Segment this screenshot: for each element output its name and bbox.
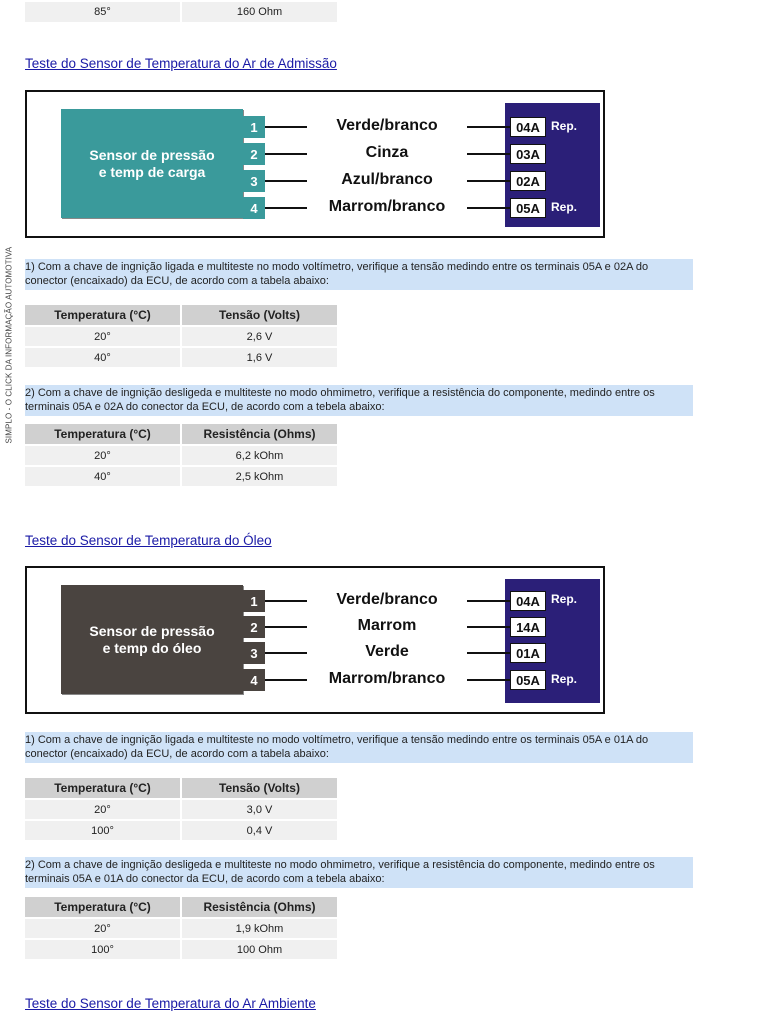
pin-number: 4: [243, 197, 265, 219]
sensor-label: Sensor de pressão: [89, 146, 215, 163]
table-cell: 6,2 kOhm: [182, 444, 337, 465]
table-cell: 40°: [25, 465, 180, 486]
table-cell: 100 Ohm: [182, 938, 337, 959]
section-title-link[interactable]: Teste do Sensor de Temperatura do Ar Ambiente: [25, 996, 316, 1011]
wire-color-label: Verde/branco: [307, 590, 467, 610]
table-header: Tensão (Volts): [182, 305, 337, 325]
table-header-row: [25, 305, 337, 325]
table-header: Tensão (Volts): [182, 778, 337, 798]
table-header: Resistência (Ohms): [182, 424, 337, 444]
table-cell: 85°: [25, 2, 180, 22]
terminal-label: 04A: [510, 591, 546, 611]
table-cell: 1,6 V: [182, 346, 337, 367]
wire-color-label: Azul/branco: [307, 170, 467, 190]
table-cell: 2,5 kOhm: [182, 465, 337, 486]
section-title-link[interactable]: Teste do Sensor de Temperatura do Ar de Admissão: [25, 56, 337, 71]
sensor-box: [61, 109, 243, 218]
instruction-text: 1) Com a chave de ingnição ligada e multiteste no modo voltímetro, verifique a tensão medindo entre os terminais 05A e 01A do conector (encaixado) da ECU, de acordo com a tabela abaixo:: [25, 732, 693, 763]
wire-color-label: Verde: [307, 642, 467, 662]
terminal-label: 04A: [510, 117, 546, 137]
table-cell: 20°: [25, 798, 180, 819]
table-row: [25, 444, 337, 465]
rep-label: Rep.: [551, 592, 578, 606]
table-header-row: [25, 424, 337, 444]
table-cell: 20°: [25, 444, 180, 465]
terminal-label: 02A: [510, 171, 546, 191]
table-row: [25, 798, 337, 819]
table-header-row: [25, 897, 337, 917]
data-table: [23, 305, 339, 367]
pin-number: 3: [243, 642, 265, 664]
table-row: [25, 917, 337, 938]
pin-number: 2: [243, 143, 265, 165]
pin-number: 1: [243, 590, 265, 612]
table-row: [25, 346, 337, 367]
table-header: Temperatura (°C): [25, 897, 180, 917]
table-header: Temperatura (°C): [25, 424, 180, 444]
terminal-label: 05A: [510, 198, 546, 218]
instruction-text: 1) Com a chave de ingnição ligada e multiteste no modo voltímetro, verifique a tensão medindo entre os terminais 05A e 02A do conector (encaixado) da ECU, de acordo com a tabela abaixo:: [25, 259, 693, 290]
table-cell: 1,9 kOhm: [182, 917, 337, 938]
wire-color-label: Marrom/branco: [307, 669, 467, 689]
table-cell: 20°: [25, 325, 180, 346]
data-table: [23, 778, 339, 840]
pin-number: 2: [243, 616, 265, 638]
rep-label: Rep.: [551, 200, 578, 214]
table-cell: 100°: [25, 819, 180, 840]
table-cell: 20°: [25, 917, 180, 938]
wiring-diagram: [25, 90, 605, 238]
sensor-label: e temp do óleo: [102, 639, 202, 656]
table-header: Temperatura (°C): [25, 305, 180, 325]
partial-table: [23, 2, 339, 22]
terminal-label: 14A: [510, 617, 546, 637]
sensor-box: [61, 585, 243, 694]
table-row: [25, 465, 337, 486]
section-title-link[interactable]: Teste do Sensor de Temperatura do Óleo: [25, 533, 272, 548]
rep-label: Rep.: [551, 119, 578, 133]
terminal-label: 01A: [510, 643, 546, 663]
wire-color-label: Verde/branco: [307, 116, 467, 136]
instruction-text: 2) Com a chave de ingnição desligeda e multiteste no modo ohmimetro, verifique a resistência do componente, medindo entre os terminais 05A e 01A do conector da ECU, de acordo com a tebela abaixo:: [25, 857, 693, 888]
table-header-row: [25, 778, 337, 798]
wire-color-label: Marrom/branco: [307, 197, 467, 217]
table-cell: 3,0 V: [182, 798, 337, 819]
terminal-label: 05A: [510, 670, 546, 690]
pin-number: 3: [243, 170, 265, 192]
table-header: Temperatura (°C): [25, 778, 180, 798]
wire-color-label: Cinza: [307, 143, 467, 163]
wire-color-label: Marrom: [307, 616, 467, 636]
table-cell: 160 Ohm: [182, 2, 337, 22]
table-cell: 100°: [25, 938, 180, 959]
instruction-text: 2) Com a chave de ingnição desligeda e multiteste no modo ohmimetro, verifique a resistência do componente, medindo entre os terminais 05A e 02A do conector da ECU, de acordo com a tebela abaixo:: [25, 385, 693, 416]
table-row: [25, 938, 337, 959]
pin-number: 1: [243, 116, 265, 138]
data-table: [23, 897, 339, 959]
table-cell: 40°: [25, 346, 180, 367]
data-table: [23, 424, 339, 486]
side-caption: SIMPLO - O CLICK DA INFORMAÇÃO AUTOMOTIVA: [4, 246, 14, 444]
terminal-label: 03A: [510, 144, 546, 164]
pin-number: 4: [243, 669, 265, 691]
sensor-label: e temp de carga: [98, 163, 206, 180]
table-row: [25, 2, 337, 22]
rep-label: Rep.: [551, 672, 578, 686]
table-header: Resistência (Ohms): [182, 897, 337, 917]
table-row: [25, 819, 337, 840]
table-row: [25, 325, 337, 346]
table-cell: 2,6 V: [182, 325, 337, 346]
wiring-diagram: [25, 566, 605, 714]
sensor-label: Sensor de pressão: [89, 622, 215, 639]
table-cell: 0,4 V: [182, 819, 337, 840]
